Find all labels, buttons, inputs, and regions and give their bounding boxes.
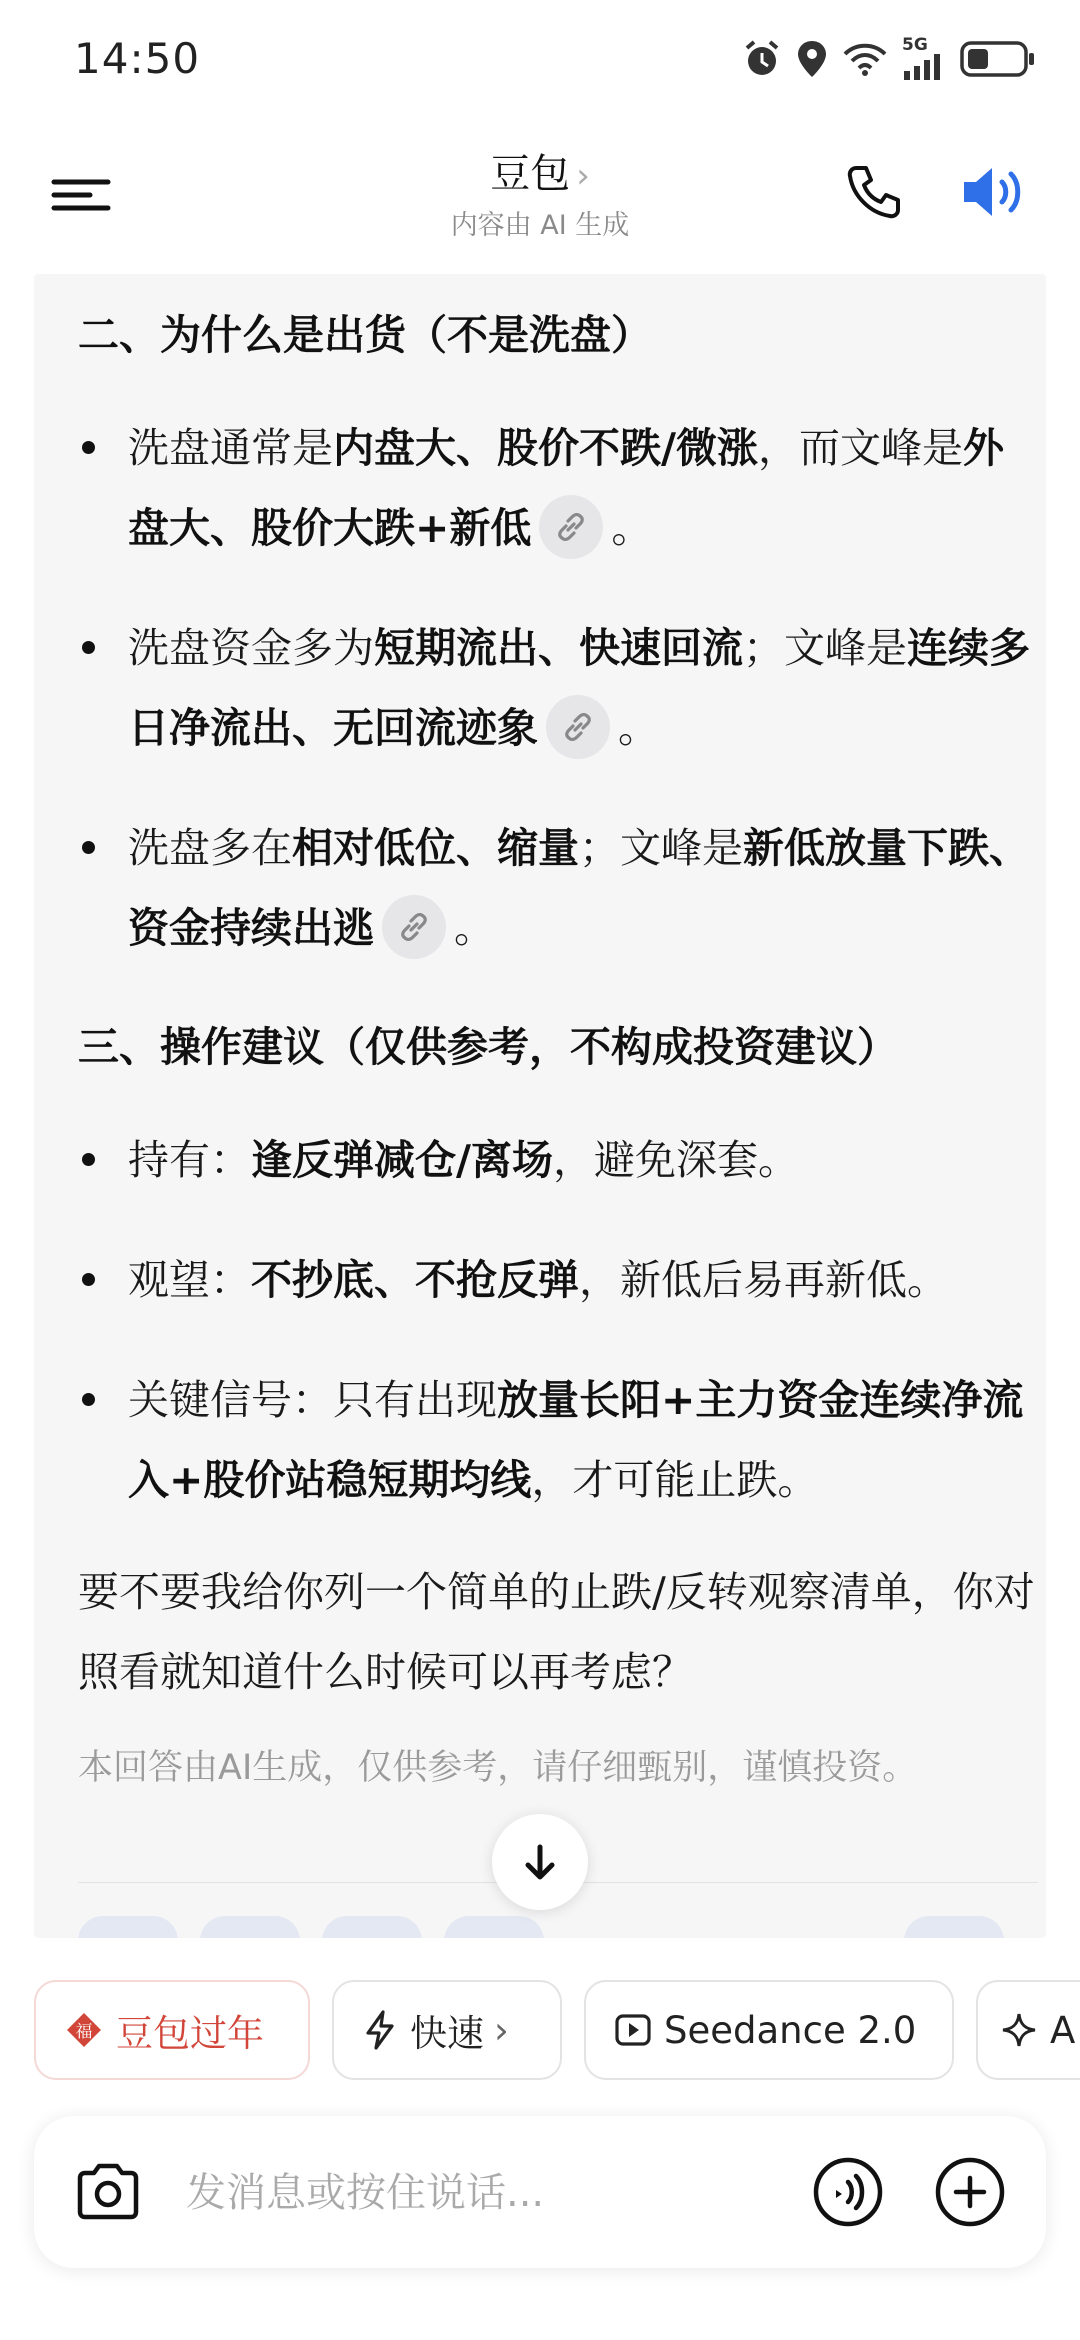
wifi-icon xyxy=(842,40,888,78)
status-icons xyxy=(742,34,1036,84)
list-item xyxy=(78,608,1036,768)
list-item-text: 关键信号：只有出现 xyxy=(128,1376,497,1424)
list-item-bold: 内盘大、股价不跌/微涨 xyxy=(333,424,758,472)
plus-icon xyxy=(934,2156,1006,2228)
chip-doubao-new-year[interactable] xyxy=(34,1980,310,2080)
add-attachment-button[interactable] xyxy=(934,2156,1006,2228)
list-item xyxy=(78,1360,1036,1520)
camera-icon xyxy=(74,2160,142,2224)
list-item-text: 。 xyxy=(454,904,495,952)
link-icon xyxy=(560,709,596,745)
scroll-to-bottom-button[interactable] xyxy=(492,1814,588,1910)
title-area[interactable] xyxy=(0,142,1080,242)
alarm-icon xyxy=(742,39,782,79)
list-item-bold: 短期流出、快速回流 xyxy=(374,624,743,672)
status-time: 14:50 xyxy=(74,34,201,83)
camera-button[interactable] xyxy=(74,2160,142,2224)
page-subtitle: 内容由 AI 生成 xyxy=(450,210,630,241)
lightning-icon xyxy=(362,2010,398,2050)
ai-disclaimer: 本回答由AI生成，仅供参考，请仔细甄别，谨慎投资。 xyxy=(78,1748,918,1788)
suggestion-chip[interactable] xyxy=(200,1916,300,1938)
citation-link-button[interactable] xyxy=(382,895,446,959)
bullet-dot xyxy=(82,1273,95,1286)
list-item-text: ，才可能止跌。 xyxy=(531,1456,819,1504)
list-item-bold: 外盘大、股价大跌+新低 xyxy=(128,424,1004,552)
list-item xyxy=(78,1120,1036,1200)
message-input[interactable] xyxy=(184,2154,808,2232)
speaker-icon xyxy=(958,160,1030,224)
play-icon xyxy=(614,2011,652,2049)
bullet-dot xyxy=(82,441,95,454)
link-icon xyxy=(553,509,589,545)
page-title: 豆包 xyxy=(490,151,571,197)
list-item-bold: 放量长阳+主力资金连续净流入+股价站稳短期均线 xyxy=(128,1376,1024,1504)
suggestion-chip[interactable] xyxy=(444,1916,544,1938)
chevron-right-icon: › xyxy=(576,156,590,196)
battery-icon xyxy=(960,40,1036,78)
list-item-text: 洗盘资金多为 xyxy=(128,624,374,672)
phone-call-button[interactable] xyxy=(842,160,906,224)
section-heading: 三、操作建议（仅供参考，不构成投资建议） xyxy=(78,1023,898,1071)
voice-call-button[interactable] xyxy=(812,2156,884,2228)
suggestion-chip[interactable] xyxy=(322,1916,422,1938)
citation-link-button[interactable] xyxy=(539,495,603,559)
assistant-message xyxy=(34,274,1046,1938)
suggestion-chip[interactable] xyxy=(78,1916,178,1938)
list-item-text: 观望： xyxy=(128,1256,251,1304)
status-bar xyxy=(0,0,1080,120)
list-item-text: ；文峰是 xyxy=(579,824,743,872)
chip-label: 豆包过年 xyxy=(116,2012,264,2055)
signal-icon xyxy=(902,37,946,81)
chat-header xyxy=(0,130,1080,250)
list-item-text: ，而文峰是 xyxy=(757,424,963,472)
suggestion-chip[interactable] xyxy=(904,1916,1004,1938)
chip-fast-mode[interactable] xyxy=(332,1980,562,2080)
bullet-dot xyxy=(82,1153,95,1166)
bullet-dot xyxy=(82,1393,95,1406)
list-item xyxy=(78,808,1036,968)
arrow-down-icon xyxy=(520,1842,560,1882)
fu-icon xyxy=(64,2010,104,2050)
chip-more[interactable] xyxy=(976,1980,1080,2080)
list-item xyxy=(78,1240,1036,1320)
chip-seedance[interactable] xyxy=(584,1980,954,2080)
list-item-bold: 逢反弹减仓/离场 xyxy=(251,1136,553,1184)
bullet-dot xyxy=(82,641,95,654)
follow-up-question: 要不要我给你列一个简单的止跌/反转观察清单，你对照看就知道什么时候可以再考虑？ xyxy=(78,1568,1035,1696)
list-item-text: 洗盘通常是 xyxy=(128,424,333,472)
list-item-text: 持有： xyxy=(128,1136,251,1184)
list-item-text: 洗盘多在 xyxy=(128,824,292,872)
chip-label: 快速 xyxy=(410,2012,484,2055)
list-item-bold: 相对低位、缩量 xyxy=(292,824,579,872)
location-icon xyxy=(796,39,828,79)
bullet-dot xyxy=(82,841,95,854)
list-item-bold: 新低放量下跌、资金持续出逃 xyxy=(128,824,1030,952)
message-input-bar xyxy=(34,2116,1046,2268)
chip-label: A xyxy=(1050,2008,1076,2052)
phone-icon xyxy=(842,160,906,224)
citation-link-button[interactable] xyxy=(546,695,610,759)
list-item-bold: 不抄底、不抢反弹 xyxy=(251,1256,579,1304)
section-heading: 二、为什么是出货（不是洗盘） xyxy=(78,311,652,359)
list-item xyxy=(78,408,1036,568)
chip-label: Seedance 2.0 xyxy=(664,2008,917,2052)
sparkle-icon xyxy=(1000,2011,1038,2049)
svg-text:福: 福 xyxy=(75,2022,93,2042)
speaker-button[interactable] xyxy=(958,160,1030,224)
link-icon xyxy=(396,909,432,945)
chevron-right-icon: › xyxy=(494,2008,509,2052)
list-item-bold: 连续多日净流出、无回流迹象 xyxy=(128,624,1030,752)
list-item-text: ，避免深套。 xyxy=(552,1136,799,1184)
voice-icon xyxy=(812,2156,884,2228)
list-item-text: 。 xyxy=(611,504,653,552)
list-item-text: ，新低后易再新低。 xyxy=(579,1256,948,1304)
list-item-text: ；文峰是 xyxy=(743,624,907,672)
network-type: 5G xyxy=(902,35,928,55)
list-item-text: 。 xyxy=(618,704,659,752)
